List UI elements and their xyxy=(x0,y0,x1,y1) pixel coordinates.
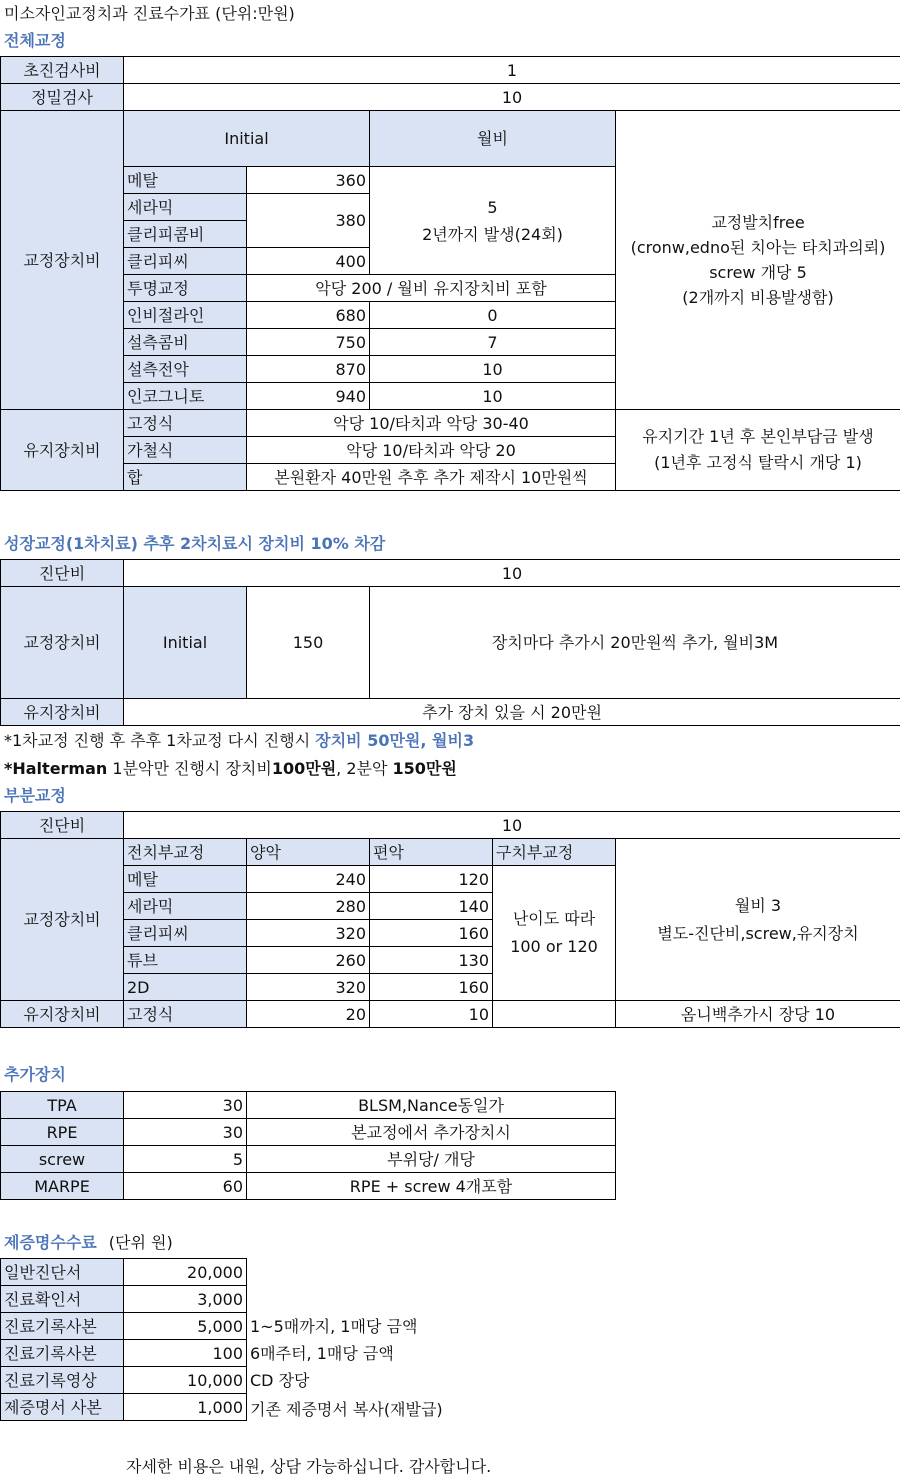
item-price: 940 xyxy=(247,383,370,410)
cert-note: 6매주터, 1매당 금액 xyxy=(250,1344,394,1363)
extra-price: 30 xyxy=(124,1119,247,1146)
item-monthly: 10 xyxy=(370,356,616,383)
retainer-desc: 악당 10/타치과 악당 20 xyxy=(247,437,616,464)
item-name: 클리피씨 xyxy=(124,920,247,947)
device-desc: 장치마다 추가시 20만원씩 추가, 월비3M xyxy=(370,587,900,699)
section-heading-growth: 성장교정(1차치료) 추후 2차치료시 장치비 10% 차감 xyxy=(4,534,386,553)
cert-price: 3,000 xyxy=(124,1286,247,1313)
extra-price: 60 xyxy=(124,1173,247,1200)
section-heading-extra: 추가장치 xyxy=(4,1065,66,1084)
item-both: 320 xyxy=(247,920,370,947)
extra-note: BLSM,Nance동일가 xyxy=(247,1092,616,1119)
col-header-monthly: 월비 xyxy=(370,111,616,167)
col-header-single: 편악 xyxy=(370,839,493,866)
table-row xyxy=(1,1259,247,1286)
diag-label: 진단비 xyxy=(1,560,124,587)
item-name: 설측콤비 xyxy=(124,329,247,356)
retainer-note: 옴니백추가시 장당 10 xyxy=(616,1001,900,1028)
cert-note: CD 장당 xyxy=(250,1371,310,1390)
retainer-empty xyxy=(493,1001,616,1028)
item-both: 320 xyxy=(247,974,370,1001)
full-ortho-table xyxy=(0,56,900,491)
cert-name: 진료기록영상 xyxy=(1,1367,124,1394)
device-label: 교정장치비 xyxy=(1,587,124,699)
item-single: 140 xyxy=(370,893,493,920)
cert-name: 진료기록사본 xyxy=(1,1340,124,1367)
row-label: 정밀검사 xyxy=(1,84,124,111)
cert-name: 진료확인서 xyxy=(1,1286,124,1313)
extra-price: 5 xyxy=(124,1146,247,1173)
table-row xyxy=(1,1394,247,1421)
item-price: 360 xyxy=(247,167,370,194)
retainer-name: 고정식 xyxy=(124,1001,247,1028)
retainer-label: 유지장치비 xyxy=(1,410,124,491)
retainer-desc: 악당 10/타치과 악당 30-40 xyxy=(247,410,616,437)
item-name: 메탈 xyxy=(124,167,247,194)
retainer-both: 20 xyxy=(247,1001,370,1028)
table-row xyxy=(1,1340,247,1367)
growth-note-2: *Halterman 1분악만 진행시 장치비100만원, 2분악 150만원 xyxy=(4,759,457,778)
table-row xyxy=(1,57,900,84)
table-row xyxy=(1,1146,616,1173)
item-price: 380 xyxy=(247,194,370,248)
item-name: 인코그니토 xyxy=(124,383,247,410)
table-row xyxy=(1,1367,247,1394)
growth-table xyxy=(0,559,900,726)
partial-note: 월비 3 별도-진단비,screw,유지장치 xyxy=(616,839,900,1001)
device-note: 교정발치free (cronw,edno된 치아는 타치과의뢰) screw 개당 5 (2개까지 비용발생함) xyxy=(616,111,900,410)
certs-table xyxy=(0,1258,247,1421)
item-name: 세라믹 xyxy=(124,194,247,221)
row-value: 1 xyxy=(124,57,900,84)
item-name: 인비절라인 xyxy=(124,302,247,329)
item-single: 160 xyxy=(370,974,493,1001)
item-single: 120 xyxy=(370,866,493,893)
cert-price: 5,000 xyxy=(124,1313,247,1340)
col-header-initial: Initial xyxy=(124,111,370,167)
monthly-fee: 5 2년까지 발생(24회) xyxy=(370,167,616,275)
item-name: 튜브 xyxy=(124,947,247,974)
cert-price: 10,000 xyxy=(124,1367,247,1394)
cert-price: 100 xyxy=(124,1340,247,1367)
extra-table xyxy=(0,1091,616,1200)
cert-name: 일반진단서 xyxy=(1,1259,124,1286)
cert-price: 1,000 xyxy=(124,1394,247,1421)
initial-price: 150 xyxy=(247,587,370,699)
extra-note: 본교정에서 추가장치시 xyxy=(247,1119,616,1146)
item-name: 세라믹 xyxy=(124,893,247,920)
item-single: 160 xyxy=(370,920,493,947)
retainer-label: 유지장치비 xyxy=(1,699,124,726)
retainer-name: 가철식 xyxy=(124,437,247,464)
col-header-anterior: 전치부교정 xyxy=(124,839,247,866)
col-header-both: 양악 xyxy=(247,839,370,866)
cert-name: 진료기록사본 xyxy=(1,1313,124,1340)
retainer-label: 유지장치비 xyxy=(1,1001,124,1028)
diag-value: 10 xyxy=(124,560,900,587)
item-both: 260 xyxy=(247,947,370,974)
diag-value: 10 xyxy=(124,812,900,839)
page-title: 미소자인교정치과 진료수가표 (단위:만원) xyxy=(4,4,295,23)
section-heading-partial: 부분교정 xyxy=(4,786,66,805)
item-desc: 악당 200 / 월비 유지장치비 포함 xyxy=(247,275,616,302)
molar-note: 난이도 따라 100 or 120 xyxy=(493,866,616,1001)
section-heading-full: 전체교정 xyxy=(4,31,66,50)
item-name: 설측전악 xyxy=(124,356,247,383)
item-name: 2D xyxy=(124,974,247,1001)
retainer-name: 합 xyxy=(124,464,247,491)
table-row xyxy=(1,1173,616,1200)
retainer-desc: 본원환자 40만원 추후 추가 제작시 10만원씩 xyxy=(247,464,616,491)
item-monthly: 7 xyxy=(370,329,616,356)
item-price: 750 xyxy=(247,329,370,356)
extra-name: TPA xyxy=(1,1092,124,1119)
diag-label: 진단비 xyxy=(1,812,124,839)
item-monthly: 0 xyxy=(370,302,616,329)
cert-price: 20,000 xyxy=(124,1259,247,1286)
extra-name: RPE xyxy=(1,1119,124,1146)
cert-note: 기존 제증명서 복사(재발급) xyxy=(250,1400,443,1419)
retainer-note: 유지기간 1년 후 본인부담금 발생 (1년후 고정식 탈락시 개당 1) xyxy=(616,410,900,491)
item-both: 280 xyxy=(247,893,370,920)
cert-note: 1~5매까지, 1매당 금액 xyxy=(250,1317,418,1336)
retainer-single: 10 xyxy=(370,1001,493,1028)
table-row xyxy=(1,1092,616,1119)
device-label: 교정장치비 xyxy=(1,839,124,1001)
col-header-posterior: 구치부교정 xyxy=(493,839,616,866)
extra-note: RPE + screw 4개포함 xyxy=(247,1173,616,1200)
device-label: 교정장치비 xyxy=(1,111,124,410)
item-price: 680 xyxy=(247,302,370,329)
table-row xyxy=(1,1313,247,1340)
table-row xyxy=(1,1286,247,1313)
item-price: 400 xyxy=(247,248,370,275)
cert-name: 제증명서 사본 xyxy=(1,1394,124,1421)
partial-table xyxy=(0,811,900,1028)
initial-label: Initial xyxy=(124,587,247,699)
extra-note: 부위당/ 개당 xyxy=(247,1146,616,1173)
item-both: 240 xyxy=(247,866,370,893)
extra-name: MARPE xyxy=(1,1173,124,1200)
item-single: 130 xyxy=(370,947,493,974)
row-value: 10 xyxy=(124,84,900,111)
retainer-name: 고정식 xyxy=(124,410,247,437)
item-price: 870 xyxy=(247,356,370,383)
table-row xyxy=(1,1119,616,1146)
item-name: 클리피씨 xyxy=(124,248,247,275)
item-name: 메탈 xyxy=(124,866,247,893)
item-name: 클리피콤비 xyxy=(124,221,247,248)
footer-note: 자세한 비용은 내원, 상담 가능하십니다. 감사합니다. xyxy=(126,1457,492,1476)
table-row xyxy=(1,84,900,111)
retainer-desc: 추가 장치 있을 시 20만원 xyxy=(124,699,900,726)
item-monthly: 10 xyxy=(370,383,616,410)
section-heading-certs: 제증명수수료 (단위 원) xyxy=(4,1233,173,1252)
item-name: 투명교정 xyxy=(124,275,247,302)
row-label: 초진검사비 xyxy=(1,57,124,84)
growth-note-1: *1차교정 진행 후 추후 1차교정 다시 진행시 장치비 50만원, 월비3 xyxy=(4,731,475,750)
extra-price: 30 xyxy=(124,1092,247,1119)
extra-name: screw xyxy=(1,1146,124,1173)
